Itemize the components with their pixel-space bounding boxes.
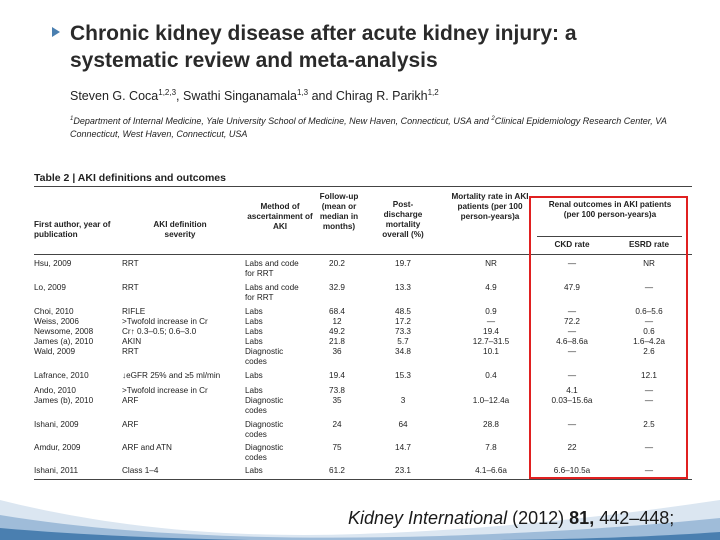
renal-outcomes-highlight-box (529, 196, 688, 479)
cell-method-continued: for RRT (245, 269, 274, 278)
header-definition: AKI definition severity (153, 220, 207, 239)
author-name: Chirag R. Parikh (335, 89, 428, 104)
cell-postdischarge: 19.7 (395, 259, 411, 268)
cell-definition: ARF and ATN (122, 443, 172, 452)
cell-method: Labs (245, 327, 263, 336)
cell-postdischarge: 5.7 (397, 337, 409, 346)
cell-ckd-rate: 22 (567, 443, 577, 452)
cell-esrd-rate: — (644, 386, 654, 395)
cell-method: Diagnostic (245, 347, 284, 356)
header-followup: Follow-up (mean or median in months) (319, 192, 359, 231)
cell-mortality: 10.1 (483, 347, 499, 356)
cell-definition: RRT (122, 283, 139, 292)
cell-author: Hsu, 2009 (34, 259, 72, 268)
cell-definition: >Twofold increase in Cr (122, 386, 208, 395)
cell-definition: AKIN (122, 337, 142, 346)
cell-esrd-rate: — (644, 443, 654, 452)
cell-postdischarge: 48.5 (395, 307, 411, 316)
cell-author: James (b), 2010 (34, 396, 94, 405)
cell-postdischarge: 17.2 (395, 317, 411, 326)
cell-esrd-rate: NR (643, 259, 655, 268)
cell-ckd-rate: 4.1 (566, 386, 578, 395)
cell-followup: 61.2 (329, 466, 345, 475)
cell-ckd-rate: — (567, 259, 577, 268)
cell-mortality: 7.8 (485, 443, 497, 452)
cell-ckd-rate: 6.6–10.5a (553, 466, 591, 475)
cell-definition: ↓eGFR 25% and ≥5 ml/min (122, 371, 221, 380)
cell-method: Labs (245, 307, 263, 316)
cell-author: Amdur, 2009 (34, 443, 81, 452)
citation (348, 508, 674, 529)
cell-esrd-rate: 2.5 (643, 420, 655, 429)
cell-mortality: NR (485, 259, 497, 268)
cell-esrd-rate: — (644, 317, 654, 326)
cell-postdischarge: 14.7 (395, 443, 411, 452)
cell-author: Ishani, 2011 (34, 466, 79, 475)
author-affil-sup: 1,2,3 (158, 88, 177, 97)
cell-author: Weiss, 2006 (34, 317, 79, 326)
cell-definition: RRT (122, 347, 139, 356)
cell-followup: 36 (332, 347, 342, 356)
cell-ckd-rate: 47.9 (564, 283, 580, 292)
cell-mortality: — (486, 317, 496, 326)
cell-ckd-rate: 0.03–15.6a (551, 396, 593, 405)
cell-definition: Class 1–4 (122, 466, 159, 475)
cell-method: Labs (245, 386, 263, 395)
cell-postdischarge: 15.3 (395, 371, 411, 380)
cell-method: Labs and code (245, 283, 299, 292)
cell-esrd-rate: 2.6 (643, 347, 655, 356)
affiliation-1: Department of Internal Medicine, Yale University School of Medicine, New Haven, Connecticut, USA and (73, 116, 492, 126)
cell-author: Choi, 2010 (34, 307, 74, 316)
cell-esrd-rate: — (644, 396, 654, 405)
cell-ckd-rate: 72.2 (564, 317, 580, 326)
cell-ckd-rate: — (567, 371, 577, 380)
cell-method: Labs (245, 371, 263, 380)
cell-ckd-rate: — (567, 327, 577, 336)
cell-esrd-rate: 0.6 (643, 327, 655, 336)
cell-author: Newsome, 2008 (34, 327, 94, 336)
cell-mortality: 0.4 (485, 371, 497, 380)
cell-ckd-rate: — (567, 347, 577, 356)
cell-mortality: 4.9 (485, 283, 497, 292)
cell-followup: 20.2 (329, 259, 345, 268)
author-name: Swathi Singanamala (183, 89, 297, 104)
header-author: First author, year of publication (34, 220, 111, 239)
cell-postdischarge: 34.8 (395, 347, 411, 356)
cell-method-continued: codes (245, 430, 267, 439)
author-list (70, 88, 439, 103)
cell-author: James (a), 2010 (34, 337, 94, 346)
cell-followup: 32.9 (329, 283, 345, 292)
header-renal-group: Renal outcomes in AKI patients (per 100 person-years)a (548, 200, 672, 219)
cell-followup: 49.2 (329, 327, 345, 336)
cell-definition: RIFLE (122, 307, 146, 316)
cell-definition: ARF (122, 420, 139, 429)
cell-method: Diagnostic (245, 420, 284, 429)
cell-esrd-rate: 1.6–4.2a (633, 337, 665, 346)
cell-ckd-rate: — (567, 307, 577, 316)
cell-definition: >Twofold increase in Cr (122, 317, 208, 326)
title-bullet-icon (52, 27, 60, 37)
cell-followup: 68.4 (329, 307, 345, 316)
cell-mortality: 1.0–12.4a (472, 396, 510, 405)
cell-mortality: 0.9 (485, 307, 497, 316)
cell-mortality: 19.4 (483, 327, 499, 336)
cell-ckd-rate: 4.6–8.6a (556, 337, 588, 346)
citation-volume: 81, (569, 508, 595, 528)
cell-mortality: 28.8 (483, 420, 499, 429)
header-postdischarge: Post-discharge mortality overall (%) (382, 200, 424, 239)
table-top-rule (34, 186, 692, 187)
cell-postdischarge: 73.3 (395, 327, 411, 336)
cell-mortality: 4.1–6.6a (475, 466, 507, 475)
cell-method: Labs and code (245, 259, 299, 268)
cell-author: Lafrance, 2010 (34, 371, 89, 380)
citation-pages: 442–448; (599, 508, 675, 528)
cell-definition: RRT (122, 259, 139, 268)
header-method: Method of ascertainment of AKI (247, 202, 313, 231)
cell-mortality: 12.7–31.5 (472, 337, 510, 346)
cell-postdischarge: 23.1 (395, 466, 411, 475)
header-ckd: CKD rate (554, 240, 590, 249)
cell-method: Labs (245, 317, 263, 326)
citation-year: (2012) (512, 508, 565, 528)
author-sep: , (176, 89, 183, 104)
citation-journal: Kidney International (348, 508, 508, 528)
cell-author: Ishani, 2009 (34, 420, 79, 429)
paper-title: Chronic kidney disease after acute kidney injury: a systematic review and meta-analysis (70, 22, 577, 72)
affil-sup: 1 (70, 116, 74, 122)
cell-method: Diagnostic (245, 396, 284, 405)
author-sep: and (308, 89, 336, 104)
table-caption: Table 2 | AKI definitions and outcomes (34, 172, 226, 184)
cell-definition: Cr↑ 0.3–0.5; 0.6–3.0 (122, 327, 197, 336)
cell-followup: 24 (332, 420, 342, 429)
cell-author: Ando, 2010 (34, 386, 76, 395)
cell-method-continued: for RRT (245, 293, 274, 302)
cell-postdischarge: 64 (398, 420, 408, 429)
header-esrd: ESRD rate (628, 240, 670, 249)
author-name: Steven G. Coca (70, 89, 159, 104)
author-affil-sup: 1,3 (296, 88, 309, 97)
cell-followup: 21.8 (329, 337, 345, 346)
affiliations (70, 113, 670, 141)
cell-esrd-rate: 0.6–5.6 (635, 307, 663, 316)
cell-method-continued: codes (245, 406, 267, 415)
cell-ckd-rate: — (567, 420, 577, 429)
cell-esrd-rate: — (644, 283, 654, 292)
cell-author: Lo, 2009 (34, 283, 66, 292)
cell-method-continued: codes (245, 357, 267, 366)
cell-followup: 73.8 (329, 386, 345, 395)
cell-method: Diagnostic (245, 443, 284, 452)
header-mortality: Mortality rate in AKI patients (per 100 person-years)a (451, 192, 529, 221)
cell-method: Labs (245, 466, 263, 475)
author-affil-sup: 1,2 (427, 88, 439, 97)
cell-postdischarge: 3 (400, 396, 406, 405)
cell-followup: 12 (332, 317, 342, 326)
cell-followup: 75 (332, 443, 342, 452)
cell-postdischarge: 13.3 (395, 283, 411, 292)
cell-definition: ARF (122, 396, 139, 405)
affiliation-2: Clinical Epidemiology Research Center, VA Connecticut, West Haven, Connecticut, USA (70, 116, 667, 139)
cell-method: Labs (245, 337, 263, 346)
cell-author: Wald, 2009 (34, 347, 76, 356)
cell-followup: 35 (332, 396, 342, 405)
affil-sup: 2 (491, 116, 495, 122)
cell-esrd-rate: — (644, 466, 654, 475)
cell-method-continued: codes (245, 453, 267, 462)
cell-esrd-rate: 12.1 (641, 371, 657, 380)
cell-followup: 19.4 (329, 371, 345, 380)
